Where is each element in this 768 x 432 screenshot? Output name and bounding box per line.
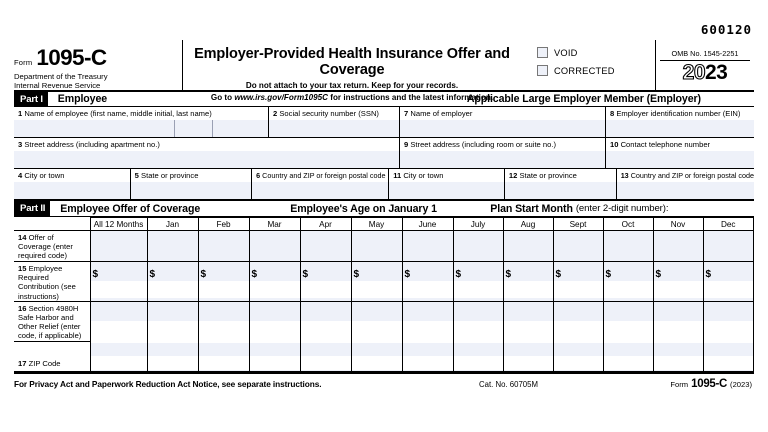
- cell-14-apr[interactable]: [300, 231, 351, 262]
- tax-year-century: 20: [682, 61, 705, 84]
- currency-symbol-mar: $: [251, 269, 258, 281]
- col-header-apr: Apr: [300, 218, 351, 231]
- field-2-label: Social security number (SSN): [279, 109, 379, 118]
- part2-tag: Part II: [14, 201, 50, 216]
- field-4-city[interactable]: [14, 169, 131, 199]
- currency-symbol-may: $: [353, 269, 360, 281]
- cell-15-june[interactable]: [402, 262, 453, 302]
- cell-17-feb[interactable]: [198, 341, 249, 371]
- field-13-label: Country and ZIP or foreign postal code: [630, 171, 755, 180]
- field-9-number: 9: [404, 140, 409, 149]
- cell-17-dec[interactable]: [703, 341, 754, 371]
- cell-17-june[interactable]: [402, 341, 453, 371]
- field-4-number: 4: [18, 171, 23, 180]
- cell-14-all12[interactable]: [90, 231, 147, 262]
- field-12-input[interactable]: [505, 182, 616, 199]
- cell-17-may[interactable]: [351, 341, 402, 371]
- cell-17-sept[interactable]: [553, 341, 603, 371]
- plan-start-month-label: Plan Start Month: [490, 202, 573, 215]
- col-header-may: May: [351, 218, 402, 231]
- form-title-block: [182, 40, 519, 102]
- url-suffix: for instructions and the latest information.: [328, 92, 494, 102]
- field-11-number: 11: [393, 171, 402, 180]
- part1-row-1: [14, 107, 754, 138]
- field-10-label: Contact telephone number: [620, 140, 711, 149]
- currency-symbol-feb: $: [200, 269, 207, 281]
- field-2-ssn[interactable]: [269, 107, 400, 137]
- field-10-number: 10: [610, 140, 619, 149]
- field-9-input[interactable]: [400, 151, 605, 168]
- agency-line-2: Internal Revenue Service: [14, 81, 101, 91]
- cell-16-feb[interactable]: [198, 301, 249, 341]
- form-footer: [14, 372, 754, 393]
- cell-14-sept[interactable]: [553, 231, 603, 262]
- header-right-block: [519, 40, 754, 90]
- field-11-employer-city[interactable]: [389, 169, 505, 199]
- field-1-employee-name[interactable]: [14, 107, 269, 137]
- cell-16-may[interactable]: [351, 301, 402, 341]
- cell-14-nov[interactable]: [653, 231, 703, 262]
- field-3-street-address[interactable]: [14, 138, 400, 168]
- cell-15-all12[interactable]: [90, 262, 147, 302]
- privacy-act-notice: For Privacy Act and Paperwork Reduction Act Notice, see separate instructions.: [14, 379, 322, 390]
- field-6-number: 6: [256, 171, 261, 180]
- footer-form-word: Form: [670, 380, 689, 390]
- field-11-label: City or town: [403, 171, 444, 180]
- row-16-text: Section 4980H Safe Harbor and Other Relief (enter code, if applicable): [18, 303, 82, 341]
- row-15-label: [14, 262, 90, 302]
- cell-17-july[interactable]: [453, 341, 503, 371]
- part1-titles: [48, 92, 754, 106]
- cell-17-aug[interactable]: [503, 341, 553, 371]
- cell-14-oct[interactable]: [603, 231, 653, 262]
- row-15-text: Employee Required Contribution (see instructions): [18, 264, 76, 301]
- part2-bar: [14, 200, 754, 217]
- cell-14-jan[interactable]: [147, 231, 198, 262]
- field-12-employer-state[interactable]: [505, 169, 617, 199]
- col-header-dec: Dec: [703, 218, 754, 231]
- cell-17-oct[interactable]: [603, 341, 653, 371]
- cell-14-may[interactable]: [351, 231, 402, 262]
- col-header-sept: Sept: [553, 218, 603, 231]
- field-8-label: Employer identification number (EIN): [616, 109, 741, 118]
- part1-bar: [14, 92, 754, 107]
- cell-15-sept[interactable]: [553, 262, 603, 302]
- currency-symbol-sept: $: [555, 269, 562, 281]
- cell-16-oct[interactable]: [603, 301, 653, 341]
- field-11-input[interactable]: [389, 182, 504, 199]
- part2-plan-start-month: [490, 201, 754, 216]
- field-5-state[interactable]: [131, 169, 253, 199]
- part2-age-title: Employee's Age on January 1: [290, 202, 437, 215]
- col-header-july: July: [453, 218, 503, 231]
- cell-15-apr[interactable]: [300, 262, 351, 302]
- footer-form-identity: [670, 378, 752, 390]
- corrected-label: CORRECTED: [554, 65, 615, 76]
- field-10-contact-phone[interactable]: [606, 138, 754, 168]
- void-row[interactable]: [537, 47, 655, 58]
- field-10-input[interactable]: [606, 151, 754, 168]
- col-header-aug: Aug: [503, 218, 553, 231]
- corrected-checkbox[interactable]: [537, 65, 548, 76]
- cell-15-july[interactable]: [453, 262, 503, 302]
- currency-symbol-dec: $: [705, 269, 712, 281]
- currency-symbol-all12: $: [92, 269, 99, 281]
- col-header-oct: Oct: [603, 218, 653, 231]
- corrected-row[interactable]: [537, 65, 655, 76]
- cell-16-aug[interactable]: [503, 301, 553, 341]
- col-header-all12: All 12 Months: [90, 218, 147, 231]
- cell-15-oct[interactable]: [603, 262, 653, 302]
- field-3-label: Street address (including apartment no.): [24, 140, 160, 149]
- cell-15-jan[interactable]: [147, 262, 198, 302]
- currency-symbol-oct: $: [605, 269, 612, 281]
- field-8-number: 8: [610, 109, 615, 118]
- cell-16-all12[interactable]: [90, 301, 147, 341]
- part2-titles: [50, 201, 754, 216]
- cell-14-mar[interactable]: [249, 231, 300, 262]
- cell-16-sept[interactable]: [553, 301, 603, 341]
- field-13-input[interactable]: [617, 182, 754, 199]
- field-8-ein[interactable]: [606, 107, 754, 137]
- part1-employer-title: Applicable Large Employer Member (Employer): [466, 93, 701, 105]
- currency-symbol-june: $: [404, 269, 411, 281]
- part1-tag: Part I: [14, 92, 48, 106]
- field-4-label: City or town: [24, 171, 65, 180]
- table-row: [14, 262, 754, 302]
- col-header-mar: Mar: [249, 218, 300, 231]
- cell-15-nov[interactable]: [653, 262, 703, 302]
- void-label: VOID: [554, 47, 578, 58]
- currency-symbol-jan: $: [149, 269, 156, 281]
- field-1-number: 1: [18, 109, 23, 118]
- currency-symbol-aug: $: [505, 269, 512, 281]
- status-checkbox-group: [519, 40, 655, 90]
- field-2-input[interactable]: [269, 120, 399, 137]
- field-7-input[interactable]: [400, 120, 605, 137]
- cell-14-aug[interactable]: [503, 231, 553, 262]
- month-header-row: [14, 218, 754, 231]
- field-9-employer-street[interactable]: [400, 138, 606, 168]
- row-16-label: [14, 301, 90, 341]
- cell-17-nov[interactable]: [653, 341, 703, 371]
- part1-row-3: [14, 169, 754, 200]
- col-header-feb: Feb: [198, 218, 249, 231]
- row-16-number: 16: [18, 303, 27, 313]
- cell-14-june[interactable]: [402, 231, 453, 262]
- field-2-number: 2: [273, 109, 278, 118]
- cell-16-july[interactable]: [453, 301, 503, 341]
- field-6-label: Country and ZIP or foreign postal code: [262, 171, 386, 180]
- cell-14-feb[interactable]: [198, 231, 249, 262]
- form-serial-number: 600120: [700, 22, 752, 37]
- currency-symbol-apr: $: [302, 269, 309, 281]
- void-checkbox[interactable]: [537, 47, 548, 58]
- cell-15-may[interactable]: [351, 262, 402, 302]
- omb-block: [655, 40, 754, 90]
- omb-number: OMB No. 1545-2251: [660, 49, 750, 61]
- url-prefix: Go to: [210, 92, 235, 102]
- field-12-label: State or province: [519, 171, 577, 180]
- row-17-text: ZIP Code: [28, 359, 61, 369]
- cell-14-dec[interactable]: [703, 231, 754, 262]
- irs-url-link[interactable]: www.irs.gov/Form1095C: [234, 92, 329, 102]
- part1-row-2: [14, 138, 754, 169]
- cell-17-apr[interactable]: [300, 341, 351, 371]
- field-3-input[interactable]: [14, 151, 399, 168]
- cell-17-jan[interactable]: [147, 341, 198, 371]
- cell-15-dec[interactable]: [703, 262, 754, 302]
- field-7-label: Name of employer: [410, 109, 473, 118]
- form-number: 1095-C: [36, 45, 107, 70]
- field-13-number: 13: [620, 171, 629, 180]
- footer-form-number: 1095-C: [691, 378, 728, 391]
- row-14-label: [14, 231, 90, 262]
- field-7-number: 7: [404, 109, 409, 118]
- field-5-number: 5: [134, 171, 139, 180]
- field-8-input[interactable]: [606, 120, 754, 137]
- cell-14-july[interactable]: [453, 231, 503, 262]
- cell-16-jan[interactable]: [147, 301, 198, 341]
- field-12-number: 12: [508, 171, 518, 180]
- row-14-text: Offer of Coverage (enter required code): [18, 233, 73, 261]
- field-6-country-zip[interactable]: [252, 169, 389, 199]
- cell-15-aug[interactable]: [503, 262, 553, 302]
- tax-year-digits: 23: [705, 61, 728, 84]
- field-5-input[interactable]: [131, 182, 252, 199]
- form-word-label: Form: [14, 58, 33, 67]
- part2-coverage-table: [14, 217, 754, 372]
- field-1-label: Name of employee (first name, middle initial, last name): [24, 109, 212, 118]
- currency-symbol-nov: $: [655, 269, 662, 281]
- col-header-nov: Nov: [653, 218, 703, 231]
- cell-17-all12[interactable]: [90, 341, 147, 371]
- col-header-june: June: [402, 218, 453, 231]
- cell-16-june[interactable]: [402, 301, 453, 341]
- part2-title: Employee Offer of Coverage: [60, 202, 201, 215]
- row-15-number: 15: [18, 264, 27, 273]
- cell-17-mar[interactable]: [249, 341, 300, 371]
- row-14-number: 14: [18, 233, 27, 242]
- cell-16-nov[interactable]: [653, 301, 703, 341]
- form-1095c: [14, 22, 754, 393]
- field-9-label: Street address (including room or suite no.): [410, 140, 556, 149]
- form-subtitle-attach: Do not attach to your tax return. Keep for your records.: [245, 81, 459, 90]
- tax-year: [656, 62, 754, 84]
- cell-15-mar[interactable]: [249, 262, 300, 302]
- field-6-input[interactable]: [252, 182, 388, 199]
- cell-16-apr[interactable]: [300, 301, 351, 341]
- page-title: Employer-Provided Health Insurance Offer and Coverage: [194, 46, 510, 78]
- field-7-employer-name[interactable]: [400, 107, 606, 137]
- form-identity-block: [14, 40, 182, 90]
- agency-block: [14, 72, 182, 91]
- table-row: [14, 301, 754, 341]
- catalog-number: Cat. No. 60705M: [479, 379, 538, 389]
- row-17-number: 17: [18, 359, 27, 369]
- cell-16-mar[interactable]: [249, 301, 300, 341]
- table-corner: [14, 218, 90, 231]
- field-1-input[interactable]: [14, 120, 268, 137]
- plan-start-month-hint: (enter 2-digit number):: [575, 203, 669, 214]
- table-row: [14, 341, 754, 371]
- col-header-jan: Jan: [147, 218, 198, 231]
- field-5-label: State or province: [141, 171, 199, 180]
- footer-form-year: (2023): [730, 380, 752, 390]
- serial-row: [14, 22, 754, 40]
- field-3-number: 3: [18, 140, 23, 149]
- field-13-employer-country-zip[interactable]: [617, 169, 754, 199]
- cell-15-feb[interactable]: [198, 262, 249, 302]
- row-17-label: [14, 341, 90, 371]
- part1-employee-title: Employee: [57, 93, 108, 105]
- field-4-input[interactable]: [14, 182, 130, 199]
- currency-symbol-july: $: [455, 269, 462, 281]
- cell-16-dec[interactable]: [703, 301, 754, 341]
- agency-line-1: Department of the Treasury: [14, 71, 108, 81]
- table-row: [14, 231, 754, 262]
